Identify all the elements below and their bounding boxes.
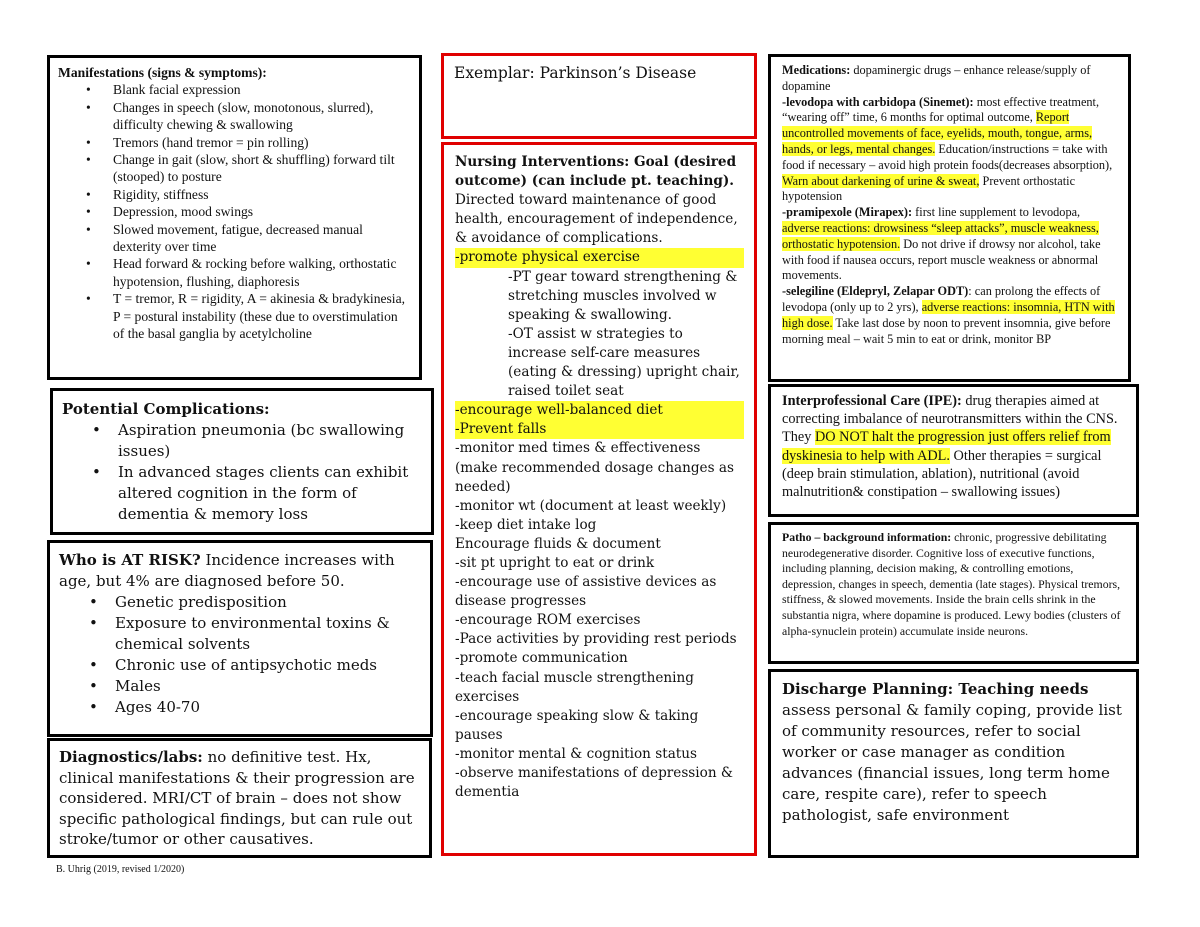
ipe-end: Other therapies = surgical (deep brain stimulation, ablation), nutritional (avoid malnutrition& constipation – swallowing issues) [782, 447, 1102, 501]
diagnostics-box [47, 738, 432, 858]
levodopa-text: most effective treatment, “wearing off” time, 6 months for optimal outcome, [782, 94, 1100, 125]
list-item: -teach facial muscle strengthening exercises [455, 669, 694, 705]
ipe-text: drug therapies aimed at correcting imbalance of neurotransmitters within the CNS. They [782, 393, 1118, 446]
page-title: Exemplar: Parkinson’s Disease [454, 64, 697, 82]
ot-item: -OT assist w strategies to increase self-care measures (eating & dressing) upright chair, raised toilet seat [508, 325, 740, 400]
risk-list [59, 592, 422, 718]
list-item: • Chronic use of antipsychotic meds [115, 655, 422, 676]
list-item: • Slowed movement, fatigue, decreased manual dexterity over time [113, 221, 411, 256]
pt-item: -PT gear toward strengthening & stretching muscles involved w speaking & swallowing. [508, 268, 738, 323]
medications-box [768, 54, 1131, 382]
pramipexole-name: -pramipexole (Mirapex): [782, 205, 913, 220]
patho-box [768, 522, 1139, 664]
list-item: -encourage use of assistive devices as disease progresses [455, 574, 717, 610]
footer-credit: B. Uhrig (2019, revised 1/2020) [56, 864, 185, 875]
list-item: • In advanced stages clients can exhibit altered cognition in the form of dementia & memory loss [118, 462, 423, 525]
highlight-diet: -encourage well-balanced diet [455, 401, 744, 420]
list-item: • Exposure to environmental toxins & chemical solvents [115, 613, 422, 655]
discharge-planning-box [768, 669, 1139, 858]
list-item: • Aspiration pneumonia (bc swallowing issues) [118, 420, 423, 462]
list-item: -monitor mental & cognition status [455, 745, 697, 762]
highlight-exercise: -promote physical exercise [455, 248, 744, 267]
levodopa-name: -levodopa with carbidopa (Sinemet): [782, 94, 974, 109]
diagnostics-text: no definitive test. Hx, clinical manifestations & their progression are considered. MRI/CT of brain – does not show specific pathological findings, but can rule out stroke/tumor or other causatives. [59, 748, 415, 848]
complications-list [62, 420, 423, 525]
list-item: Encourage fluids & document [455, 535, 661, 552]
exemplar-title-box [441, 53, 757, 139]
list-item: • Rigidity, stiffness [113, 186, 411, 203]
levodopa-highlight: Report uncontrolled movements of face, eyelids, mouth, tongue, arms, hands, or legs, mental changes. [782, 110, 1093, 156]
complications-box [50, 388, 434, 535]
list-item: -sit pt upright to eat or drink [455, 554, 655, 571]
nursing-interventions-box [441, 142, 757, 856]
list-item: • T = tremor, R = rigidity, A = akinesia & bradykinesia, P = postural instability (these due to overstimulation of the basal ganglia by acetylcholine [113, 290, 411, 342]
selegiline-text: : can prolong the effects of levodopa (only up to 2 yrs), [782, 284, 1101, 314]
highlight-falls: -Prevent falls [455, 420, 744, 439]
list-item: -Pace activities by providing rest periods [455, 631, 737, 648]
list-item: • Ages 40-70 [115, 697, 422, 718]
selegiline-name: -selegiline (Eldepryl, Zelapar ODT) [782, 284, 969, 299]
pramipexole-highlight: adverse reactions: drowsiness “sleep attacks”, muscle weakness, orthostatic hypotension. [782, 220, 1099, 251]
list-item: -keep diet intake log [455, 516, 597, 533]
list-item: -encourage ROM exercises [455, 612, 641, 629]
ipe-heading: Interprofessional Care (IPE): [782, 393, 962, 409]
manifestations-box [47, 55, 422, 380]
diagnostics-heading: Diagnostics/labs: [59, 748, 203, 766]
selegiline-end: Take last dose by noon to prevent insomnia, give before morning meal – wait 5 min to eat or drink, monitor BP [782, 315, 1111, 346]
list-item: • Genetic predisposition [115, 592, 422, 613]
medications-intro: dopaminergic drugs – enhance release/supply of dopamine [782, 63, 1091, 93]
patho-text: chronic, progressive debilitating neurodegenerative disorder. Cognitive loss of executive functions, including planning, decision making, & controlling emotions, depression, changes in speech, dementia (late stages). Physical tremors, stiffness, & slowed movements. Inside the brain cells shrink in the substantia nigra, where dopamine is produced. Lewy bodies (clusters of alpha-synuclein protein) accumulate inside neurons. [782, 530, 1121, 638]
patho-heading: Patho – background information: [782, 530, 952, 544]
complications-heading: Potential Complications: [62, 400, 270, 418]
levodopa-end: Prevent orthostatic hypotension [782, 173, 1076, 204]
levodopa-education: Education/instructions = take with food if necessary – avoid high protein foods(decreases absorption), [782, 141, 1113, 172]
manifestations-list [58, 81, 411, 342]
ipe-highlight: DO NOT halt the progression just offers relief from dyskinesia to help with ADL. [782, 429, 1111, 464]
discharge-heading: Discharge Planning: Teaching needs [782, 680, 1089, 698]
pramipexole-text: first line supplement to levodopa, [912, 205, 1081, 220]
list-item: • Depression, mood swings [113, 203, 411, 220]
list-item: -promote communication [455, 650, 628, 667]
discharge-text: assess personal & family coping, provide list of community resources, refer to social worker or case manager as condition advances (financial issues, long term home care, respite care), refer to speech pathologist, safe environment [782, 701, 1122, 824]
interprofessional-care-box [768, 384, 1139, 517]
risk-intro: Incidence increases with age, but 4% are diagnosed before 50. [59, 551, 395, 590]
list-item: • Change in gait (slow, short & shuffling) forward tilt (stooped) to posture [113, 151, 411, 186]
list-item: -encourage speaking slow & taking pauses [455, 707, 699, 743]
list-item: -observe manifestations of depression & dementia [455, 765, 733, 801]
list-item: • Head forward & rocking before walking, orthostatic hypotension, flushing, diaphoresis [113, 255, 411, 290]
list-item: -monitor med times & effectiveness (make recommended dosage changes as needed) [455, 440, 734, 495]
list-item: • Changes in speech (slow, monotonous, slurred), difficulty chewing & swallowing [113, 99, 411, 134]
nursing-intro: Directed toward maintenance of good health, encouragement of independence, & avoidance of complications. [455, 192, 738, 247]
selegiline-highlight: adverse reactions: insomnia, HTN with high dose. [782, 299, 1115, 330]
list-item: • Males [115, 676, 422, 697]
list-item: • Blank facial expression [113, 81, 411, 98]
medications-heading: Medications: [782, 63, 851, 77]
risk-heading: Who is AT RISK? [59, 551, 201, 569]
list-item: -monitor wt (document at least weekly) [455, 497, 727, 514]
pramipexole-end: Do not drive if drowsy nor alcohol, take with food if nausea occurs, report muscle weakness or abnormal movements. [782, 236, 1101, 283]
nursing-heading: Nursing Interventions: Goal (desired outcome) (can include pt. teaching). [455, 154, 737, 190]
manifestations-heading: Manifestations (signs & symptoms): [58, 65, 267, 80]
levodopa-highlight-2: Warn about darkening of urine & sweat, [782, 173, 980, 188]
risk-box [47, 540, 433, 737]
list-item: • Tremors (hand tremor = pin rolling) [113, 134, 411, 151]
